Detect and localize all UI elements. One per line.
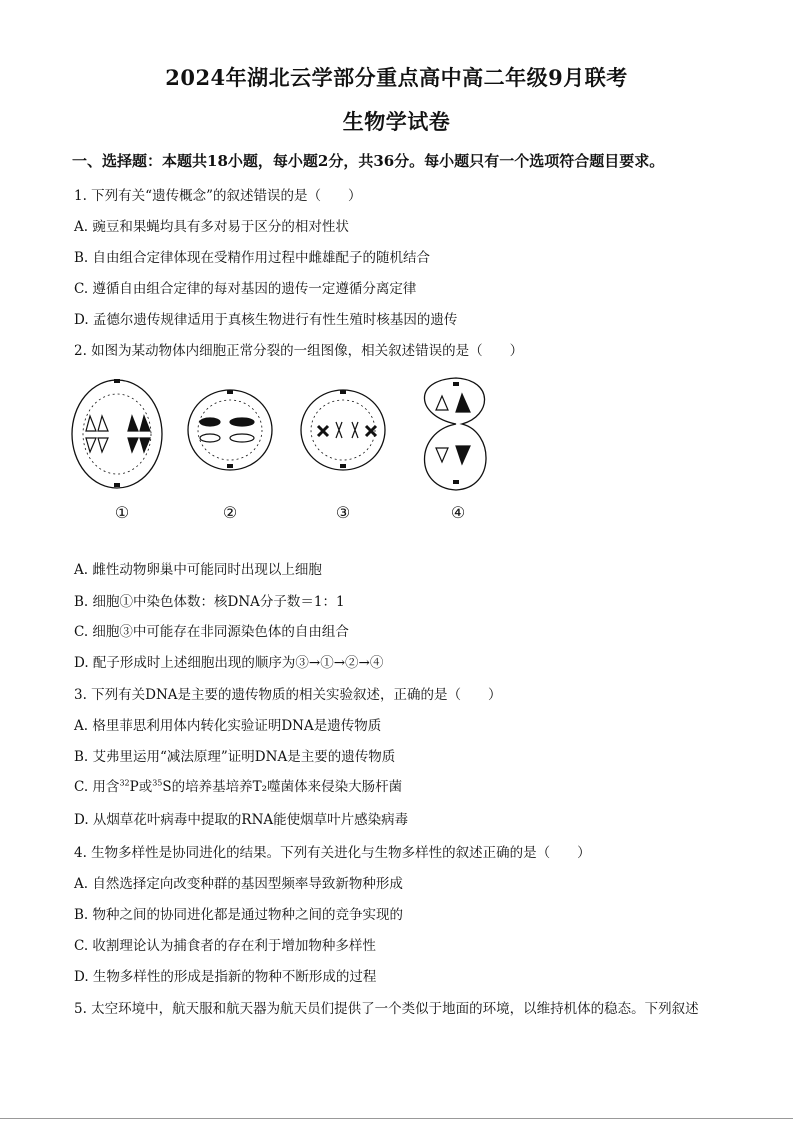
q2-option-a: A. 雌性动物卵巢中可能同时出现以上细胞 — [74, 562, 322, 578]
figure-label-3: ③ — [335, 503, 351, 522]
q3-c-mid1: P或 — [129, 779, 153, 795]
question-3-stem: 3. 下列有关DNA是主要的遗传物质的相关实验叙述，正确的是（ ） — [74, 687, 502, 703]
q4-option-d: D. 生物多样性的形成是指新的物种不断形成的过程 — [74, 969, 377, 985]
q2-option-c: C. 细胞③中可能存在非同源染色体的自由组合 — [74, 624, 349, 640]
q4-option-b: B. 物种之间的协同进化都是通过物种之间的竞争实现的 — [74, 907, 404, 923]
q2-option-b: B. 细胞①中染色体数：核DNA分子数＝1：1 — [74, 594, 345, 610]
question-4-stem: 4. 生物多样性是协同进化的结果。下列有关进化与生物多样性的叙述正确的是（ ） — [74, 845, 591, 861]
q3-c-sup1: 32 — [119, 778, 130, 788]
question-5-stem: 5. 太空环境中，航天服和航天器为航天员们提供了一个类似于地面的环境，以维持机体的稳态。下列叙述 — [74, 1001, 699, 1017]
figure-label-4: ④ — [450, 503, 466, 522]
q3-option-c — [74, 775, 402, 795]
figure-label-1: ① — [114, 503, 130, 522]
q1-option-c: C. 遵循自由组合定律的每对基因的遗传一定遵循分离定律 — [74, 281, 417, 297]
footer-rule — [0, 1118, 793, 1119]
q3-c-mid2: S的培养基培养T₂噬菌体来侵染大肠杆菌 — [162, 779, 403, 795]
exam-subtitle: 生物学试卷 — [342, 109, 451, 134]
q3-option-a: A. 格里菲思利用体内转化实验证明DNA是遗传物质 — [74, 718, 382, 734]
question-2-stem: 2. 如图为某动物体内细胞正常分裂的一组图像，相关叙述错误的是（ ） — [74, 343, 524, 359]
q3-c-sup2: 35 — [152, 778, 163, 788]
q3-option-b: B. 艾弗里运用“减法原理”证明DNA是主要的遗传物质 — [74, 749, 396, 765]
q3-option-d: D. 从烟草花叶病毒中提取的RNA能使烟草叶片感染病毒 — [74, 812, 409, 828]
q4-option-a: A. 自然选择定向改变种群的基因型频率导致新物种形成 — [74, 876, 403, 892]
q2-option-d: D. 配子形成时上述细胞出现的顺序为③→①→②→④ — [74, 655, 384, 671]
section-heading: 一、选择题：本题共18小题，每小题2分，共36分。每小题只有一个选项符合题目要求。 — [72, 152, 665, 170]
q1-option-d: D. 孟德尔遗传规律适用于真核生物进行有性生殖时核基因的遗传 — [74, 312, 458, 328]
question-1-stem: 1. 下列有关“遗传概念”的叙述错误的是（ ） — [74, 188, 362, 204]
exam-title: 2024年湖北云学部分重点高中高二年级9月联考 — [165, 65, 628, 90]
figure-label-2: ② — [222, 503, 238, 522]
q1-option-a: A. 豌豆和果蝇均具有多对易于区分的相对性状 — [74, 219, 349, 235]
q4-option-c: C. 收割理论认为捕食者的存在利于增加物种多样性 — [74, 938, 376, 954]
q3-c-prefix: C. 用含 — [74, 779, 120, 795]
cell-division-figure — [70, 376, 510, 526]
q1-option-b: B. 自由组合定律体现在受精作用过程中雌雄配子的随机结合 — [74, 250, 431, 266]
